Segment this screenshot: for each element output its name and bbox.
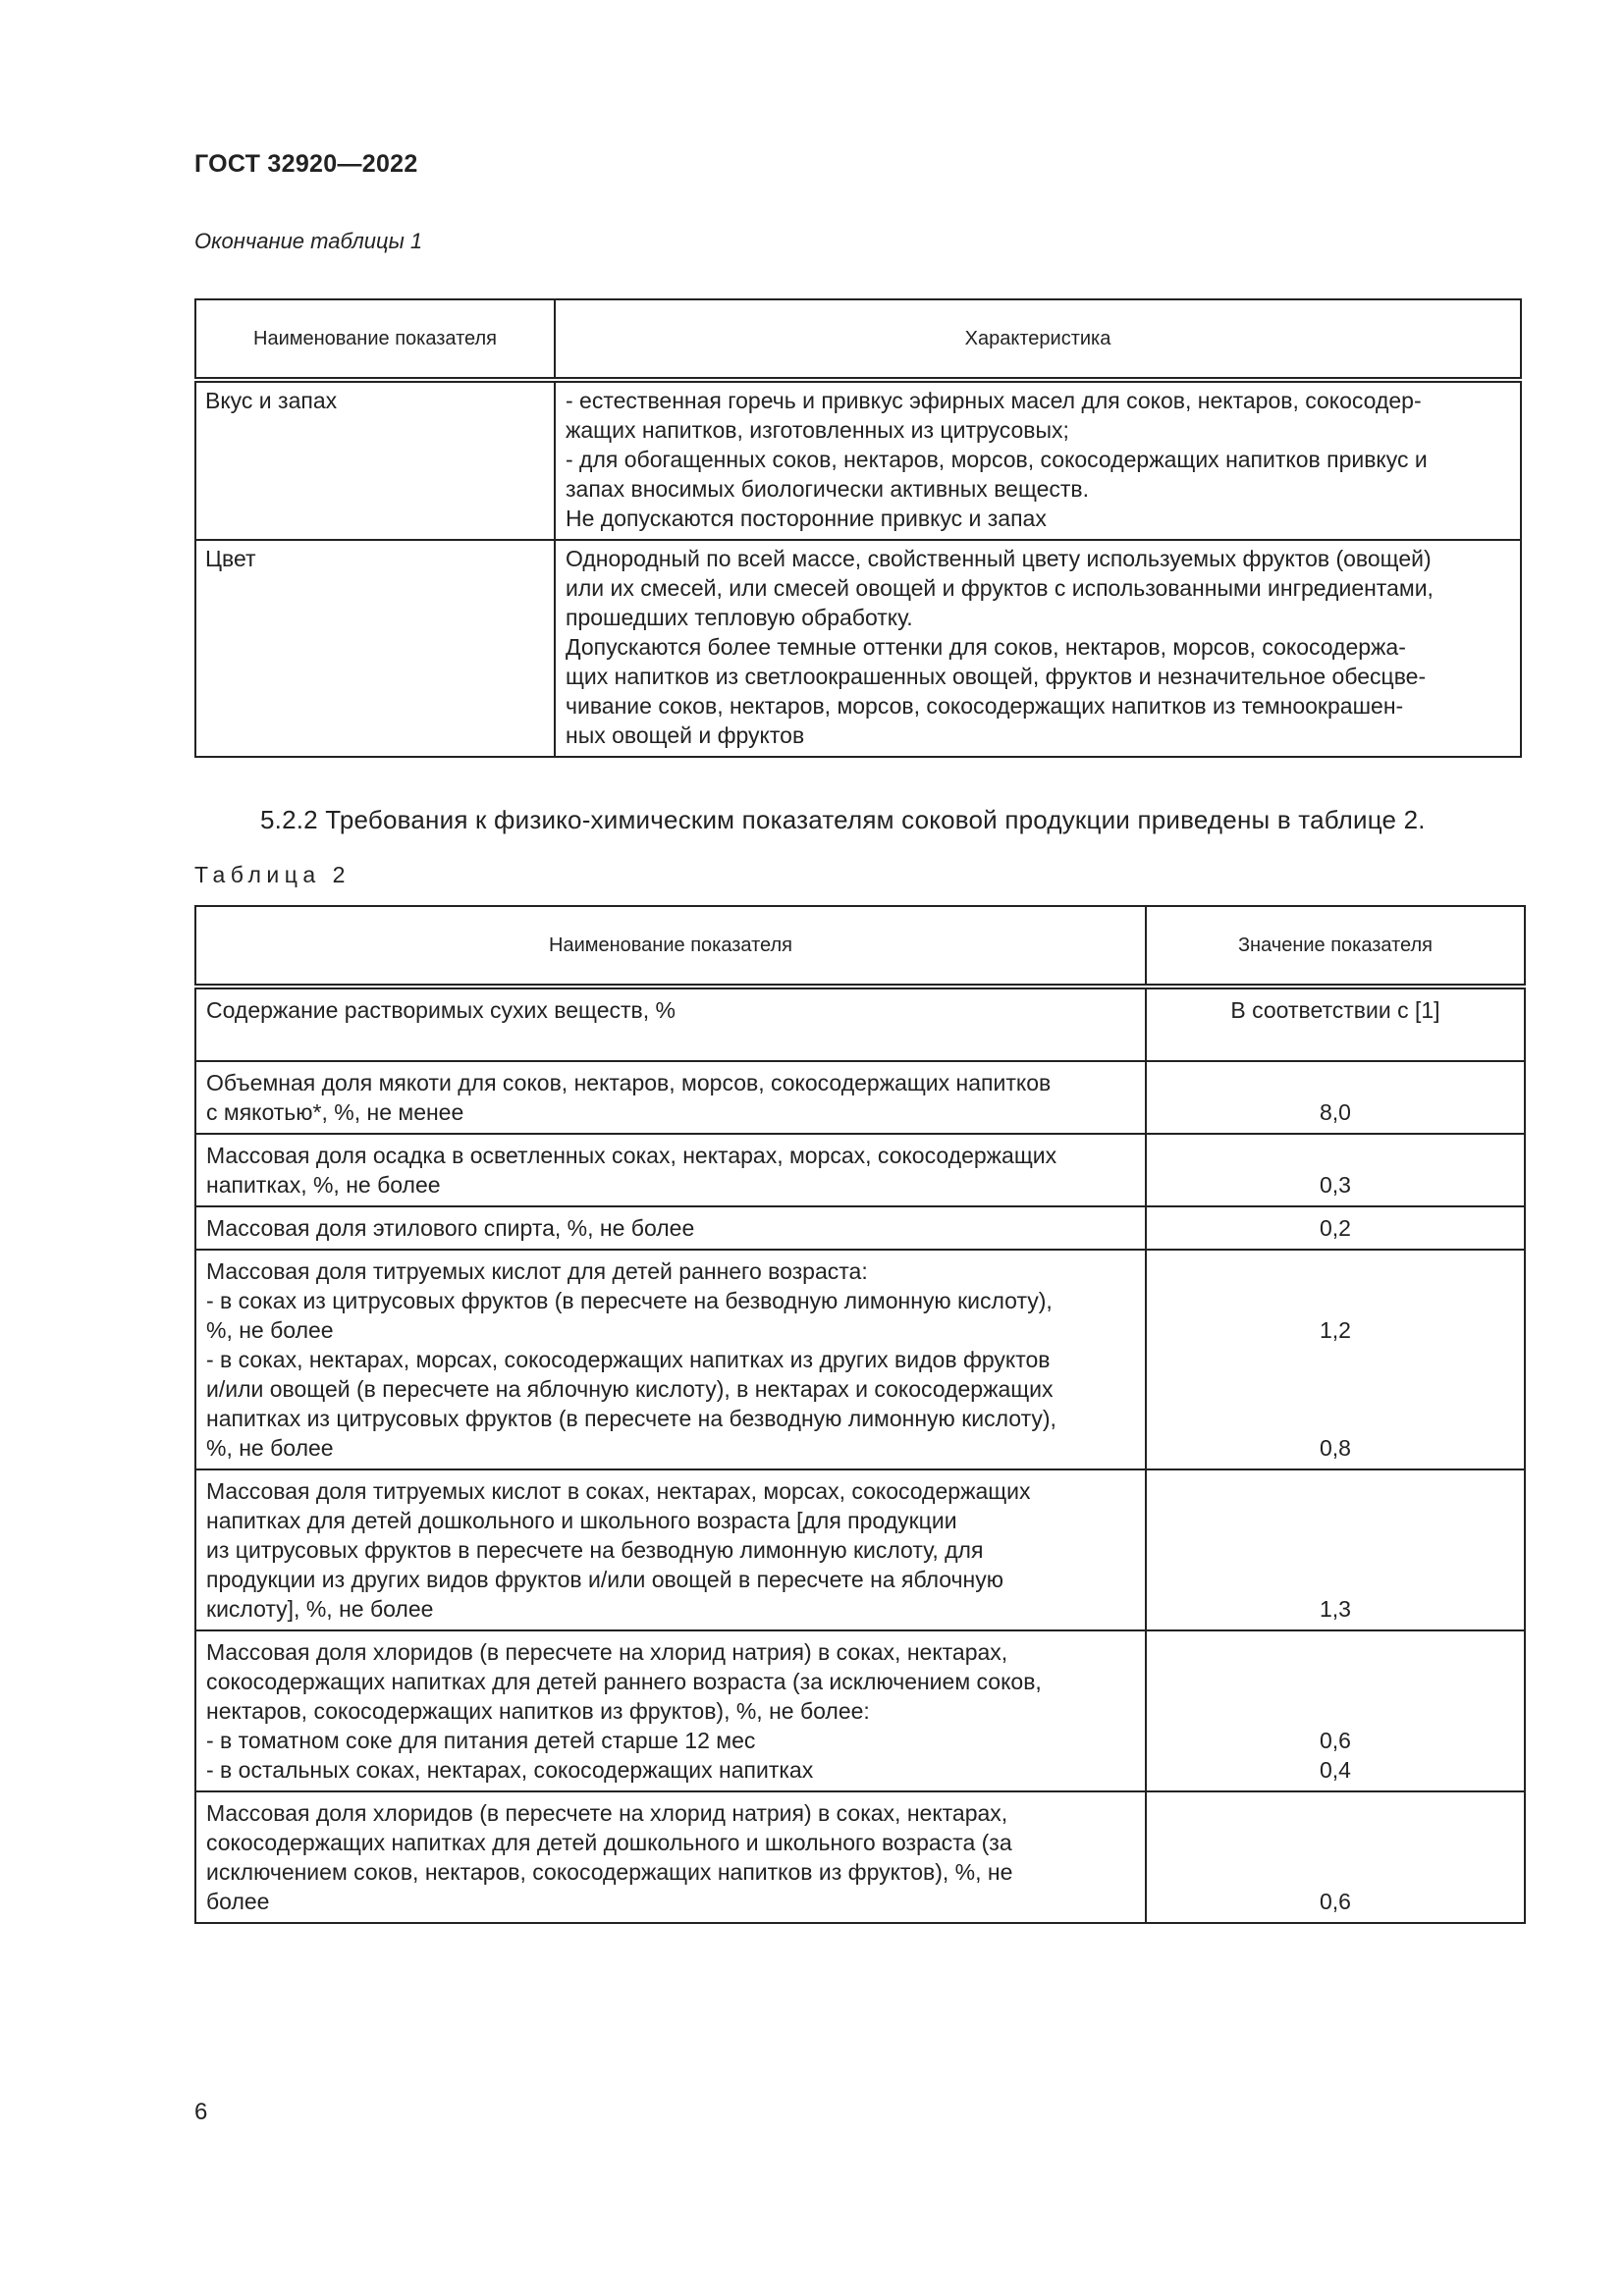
text-line: продукции из других видов фруктов и/или овощей в пересчете на яблочную <box>206 1567 1003 1592</box>
indicator-name <box>195 1061 1146 1134</box>
text-line: напитках из цитрусовых фруктов (в пересчете на безводную лимонную кислоту), <box>206 1406 1056 1431</box>
text-line: - в остальных соках, нектарах, сокосодержащих напитках <box>206 1757 814 1783</box>
table-2-header-row <box>195 906 1525 987</box>
indicator-value <box>1146 1469 1525 1630</box>
text-line: напитках для детей дошкольного и школьного возраста [для продукции <box>206 1508 957 1533</box>
text-line: Массовая доля этилового спирта, %, не более <box>206 1215 695 1241</box>
value-spacer <box>1155 1256 1516 1315</box>
text-line: - в томатном соке для питания детей старше 12 мес <box>206 1728 756 1753</box>
text-line: - в соках из цитрусовых фруктов (в пересчете на безводную лимонную кислоту), <box>206 1288 1053 1313</box>
text-line: чивание соков, нектаров, морсов, сокосодержащих напитков из темноокрашен- <box>566 693 1404 719</box>
table-2-row <box>195 1206 1525 1250</box>
value-line: 0,4 <box>1320 1757 1351 1783</box>
text-line: Массовая доля титруемых кислот в соках, нектарах, морсах, сокосодержащих <box>206 1478 1031 1504</box>
text-line: Массовая доля хлоридов (в пересчете на хлорид натрия) в соках, нектарах, <box>206 1800 1008 1826</box>
indicator-name <box>195 1791 1146 1923</box>
table-2 <box>194 905 1526 1924</box>
text-line: Однородный по всей массе, свойственный цвету используемых фруктов (овощей) <box>566 546 1432 571</box>
table-2-column-header: Наименование показателя <box>195 906 1146 987</box>
text-line: - естественная горечь и привкус эфирных масел для соков, нектаров, сокосодер- <box>566 388 1422 413</box>
value-spacer <box>1155 1141 1516 1170</box>
value-line: 0,2 <box>1320 1215 1351 1241</box>
value-line: 0,6 <box>1320 1889 1351 1914</box>
value-line: 0,6 <box>1320 1728 1351 1753</box>
text-line: нектаров, сокосодержащих напитков из фруктов), %, не более: <box>206 1698 870 1724</box>
value-line: 1,3 <box>1320 1596 1351 1622</box>
text-line: - для обогащенных соков, нектаров, морсов, сокосодержащих напитков привкус и <box>566 447 1428 472</box>
indicator-value <box>1146 1791 1525 1923</box>
indicator-value <box>1146 987 1525 1061</box>
document-code: ГОСТ 32920—2022 <box>194 150 418 178</box>
text-line: запах вносимых биологически активных веществ. <box>566 476 1090 502</box>
value-spacer <box>1155 1068 1516 1097</box>
table-1-row <box>195 380 1521 540</box>
text-line: прошедших тепловую обработку. <box>566 605 913 630</box>
text-line: с мякотью*, %, не менее <box>206 1099 464 1125</box>
indicator-value <box>1146 1206 1525 1250</box>
indicator-value <box>1146 1250 1525 1469</box>
indicator-name: Цвет <box>195 540 555 757</box>
indicator-value <box>1146 1061 1525 1134</box>
value-line: В соответствии с [1] <box>1230 997 1440 1023</box>
text-line: Содержание растворимых сухих веществ, % <box>206 997 676 1023</box>
text-line: Массовая доля титруемых кислот для детей раннего возраста: <box>206 1258 868 1284</box>
table-1-header-row <box>195 299 1521 380</box>
table-1-column-header: Наименование показателя <box>195 299 555 380</box>
indicator-name <box>195 1469 1146 1630</box>
value-line: 0,8 <box>1320 1435 1351 1461</box>
text-line: или их смесей, или смесей овощей и фруктов с использованными ингредиентами, <box>566 575 1434 601</box>
value-line: 0,3 <box>1320 1172 1351 1198</box>
table-2-row <box>195 1469 1525 1630</box>
indicator-name <box>195 1250 1146 1469</box>
table-1-continuation-caption: Окончание таблицы 1 <box>194 229 423 253</box>
table-2-row <box>195 1791 1525 1923</box>
text-line: кислоту], %, не более <box>206 1596 434 1622</box>
value-line: 1,2 <box>1320 1317 1351 1343</box>
table-2-row <box>195 1061 1525 1134</box>
characteristic-text <box>555 540 1521 757</box>
text-line: Массовая доля осадка в осветленных соках, нектарах, морсах, сокосодержащих <box>206 1143 1057 1168</box>
value-spacer <box>1155 1798 1516 1887</box>
text-line: Допускаются более темные оттенки для соков, нектаров, морсов, сокосодержа- <box>566 634 1406 660</box>
text-line: - в соках, нектарах, морсах, сокосодержащих напитках из других видов фруктов <box>206 1347 1051 1372</box>
indicator-name: Вкус и запах <box>195 380 555 540</box>
text-line: жащих напитков, изготовленных из цитрусовых; <box>566 417 1069 443</box>
table-1-column-header: Характеристика <box>555 299 1521 380</box>
paragraph-5-2-2: 5.2.2 Требования к физико-химическим показателям соковой продукции приведены в таблице 2. <box>260 805 1426 834</box>
table-1-row <box>195 540 1521 757</box>
table-2-row <box>195 1250 1525 1469</box>
text-line: из цитрусовых фруктов в пересчете на безводную лимонную кислоту, для <box>206 1537 984 1563</box>
text-line: Массовая доля хлоридов (в пересчете на хлорид натрия) в соках, нектарах, <box>206 1639 1008 1665</box>
value-spacer <box>1155 1637 1516 1726</box>
page-number: 6 <box>194 2099 208 2125</box>
text-line: сокосодержащих напитках для детей раннего возраста (за исключением соков, <box>206 1669 1042 1694</box>
table-2-column-header: Значение показателя <box>1146 906 1525 987</box>
indicator-name <box>195 1206 1146 1250</box>
indicator-value <box>1146 1630 1525 1791</box>
text-line: %, не более <box>206 1435 334 1461</box>
text-line: сокосодержащих напитках для детей дошкольного и школьного возраста (за <box>206 1830 1012 1855</box>
table-2-row <box>195 1630 1525 1791</box>
table-2-row <box>195 1134 1525 1206</box>
value-line: 8,0 <box>1320 1099 1351 1125</box>
value-spacer <box>1155 1345 1516 1433</box>
table-2-label: Таблица 2 <box>194 862 351 887</box>
value-spacer <box>1155 1476 1516 1594</box>
text-line: Объемная доля мякоти для соков, нектаров, морсов, сокосодержащих напитков <box>206 1070 1052 1095</box>
text-line: исключением соков, нектаров, сокосодержащих напитков из фруктов), %, не <box>206 1859 1013 1885</box>
indicator-value <box>1146 1134 1525 1206</box>
text-line: ных овощей и фруктов <box>566 722 805 748</box>
indicator-name <box>195 1630 1146 1791</box>
indicator-name <box>195 987 1146 1061</box>
characteristic-text <box>555 380 1521 540</box>
text-line: и/или овощей (в пересчете на яблочную кислоту), в нектарах и сокосодержащих <box>206 1376 1054 1402</box>
table-1 <box>194 298 1522 758</box>
table-2-row <box>195 987 1525 1061</box>
text-line: напитках, %, не более <box>206 1172 441 1198</box>
text-line: %, не более <box>206 1317 334 1343</box>
text-line: более <box>206 1889 270 1914</box>
indicator-name <box>195 1134 1146 1206</box>
text-line: Не допускаются посторонние привкус и запах <box>566 506 1047 531</box>
text-line: щих напитков из светлоокрашенных овощей, фруктов и незначительное обесцве- <box>566 664 1427 689</box>
